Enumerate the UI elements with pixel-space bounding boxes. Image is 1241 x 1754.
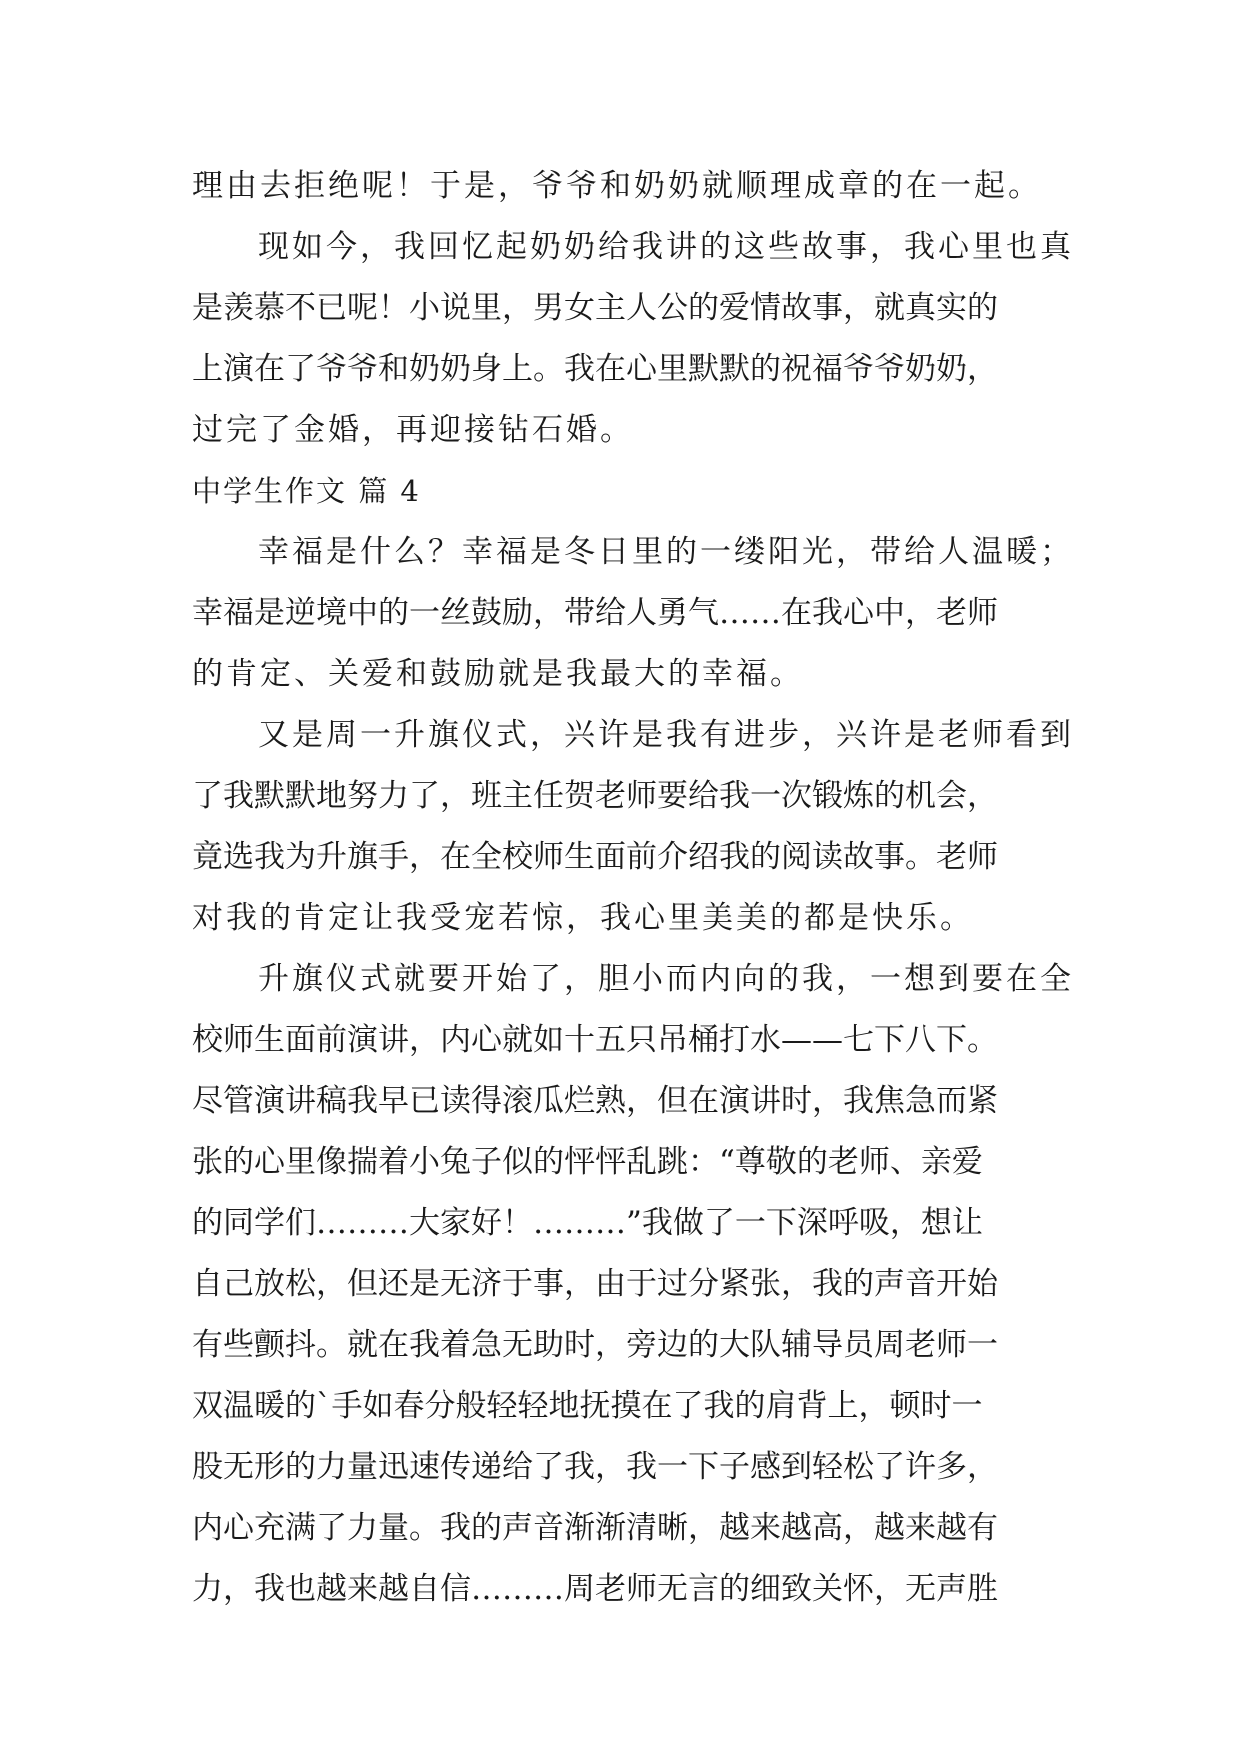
text-line: 过完了金婚，再迎接钻石婚。 [192, 412, 634, 448]
text-line: 双温暖的`手如春分般轻轻地抚摸在了我的肩背上，顿时一 [192, 1388, 983, 1424]
text-line: 有些颤抖。就在我着急无助时，旁边的大队辅导员周老师一 [192, 1327, 998, 1363]
paragraph-first-line: 现如今，我回忆起奶奶给我讲的这些故事，我心里也真 [258, 229, 1074, 265]
text-line: 对我的肯定让我受宠若惊，我心里美美的都是快乐。 [192, 900, 974, 936]
text-line: 校师生面前演讲，内心就如十五只吊桶打水——七下八下。 [192, 1022, 998, 1058]
paragraph-first-line: 升旗仪式就要开始了，胆小而内向的我，一想到要在全 [258, 961, 1074, 997]
section-heading: 中学生作文 篇 4 [192, 474, 421, 508]
text-line: 幸福是逆境中的一丝鼓励，带给人勇气……在我心中，老师 [192, 595, 998, 631]
text-line: 的肯定、关爱和鼓励就是我最大的幸福。 [192, 656, 804, 692]
text-line: 理由去拒绝呢！于是，爷爷和奶奶就顺理成章的在一起。 [192, 168, 1042, 204]
text-line: 竟选我为升旗手，在全校师生面前介绍我的阅读故事。老师 [192, 839, 998, 875]
text-line: 股无形的力量迅速传递给了我，我一下子感到轻松了许多， [192, 1449, 998, 1485]
text-line: 自己放松，但还是无济于事，由于过分紧张，我的声音开始 [192, 1266, 998, 1302]
text-line: 张的心里像揣着小兔子似的怦怦乱跳：“尊敬的老师、亲爱 [192, 1144, 983, 1180]
essay-body [192, 156, 1072, 1620]
text-line: 尽管演讲稿我早已读得滚瓜烂熟，但在演讲时，我焦急而紧 [192, 1083, 998, 1119]
text-line: 了我默默地努力了，班主任贺老师要给我一次锻炼的机会， [192, 778, 998, 814]
text-line: 内心充满了力量。我的声音渐渐清晰，越来越高，越来越有 [192, 1510, 998, 1546]
text-line: 力，我也越来越自信………周老师无言的细致关怀，无声胜 [192, 1571, 998, 1607]
text-line: 是羡慕不已呢！小说里，男女主人公的爱情故事，就真实的 [192, 290, 998, 326]
paragraph-first-line: 又是周一升旗仪式，兴许是我有进步，兴许是老师看到 [258, 717, 1074, 753]
paragraph-first-line: 幸福是什么？幸福是冬日里的一缕阳光，带给人温暖； [258, 534, 1074, 570]
text-line: 上演在了爷爷和奶奶身上。我在心里默默的祝福爷爷奶奶， [192, 351, 998, 387]
text-line: 的同学们………大家好！………”我做了一下深呼吸，想让 [192, 1205, 983, 1241]
